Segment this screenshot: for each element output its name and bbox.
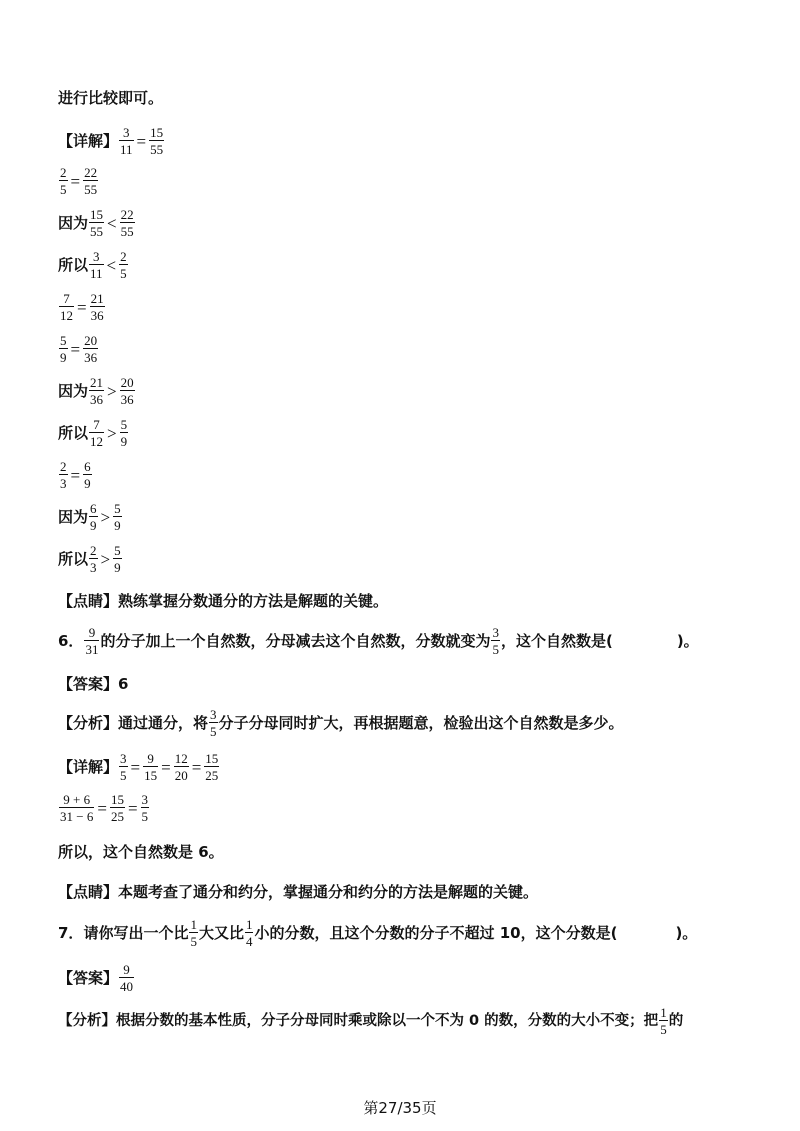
because-text: 因为 <box>58 213 89 232</box>
so-text: 所以 <box>58 549 89 568</box>
because-text: 因为 <box>58 507 89 526</box>
question-text: )。 <box>675 923 698 942</box>
fraction-5-9: $\frac{5}{9}$ <box>120 417 128 449</box>
fraction-7-12: $\frac{7}{12}$ <box>60 291 73 323</box>
fraction-9-15: $\frac{9}{15}$ <box>144 751 158 783</box>
analysis-line-6 <box>58 708 624 738</box>
equals-sign: = <box>136 131 147 151</box>
line-compare-note <box>58 91 163 106</box>
detail-line-3 <box>58 292 106 322</box>
fraction-9plus6-31minus6: $\frac{9 + 6}{31 - 6}$ <box>60 792 94 824</box>
dianjing-text: 熟练掌握分数通分的方法是解题的关键。 <box>118 592 389 610</box>
page-number: 第27/35页 <box>363 1099 437 1117</box>
detail-line-6 <box>58 752 220 782</box>
dianjing-line-1 <box>58 594 388 609</box>
equals-sign: = <box>70 171 81 191</box>
fraction-3-11: $\frac{3}{11}$ <box>90 249 103 281</box>
greater-than-sign: > <box>107 381 117 401</box>
fraction-5-9: $\frac{5}{9}$ <box>60 333 67 365</box>
question-text: ，这个自然数是( <box>500 631 613 650</box>
fraction-21-36: $\frac{21}{36}$ <box>90 375 104 407</box>
fraction-15-25: $\frac{15}{25}$ <box>205 751 219 783</box>
fraction-3-11: $\frac{3}{11}$ <box>120 125 133 157</box>
fraction-15-55: $\frac{15}{55}$ <box>90 207 104 239</box>
equals-sign: = <box>70 339 81 359</box>
greater-than-sign: > <box>107 423 117 443</box>
dianjing-tag: 【点睛】 <box>58 883 119 901</box>
fraction-6-9: $\frac{6}{9}$ <box>84 459 91 491</box>
greater-than-sign: > <box>100 549 111 569</box>
fraction-3-5: $\frac{3}{5}$ <box>492 625 499 657</box>
analysis-text: 根据分数的基本性质，分子分母同时乘或除以一个不为 0 的数，分数的大小不变；把 <box>116 1012 659 1029</box>
answer-line-6 <box>58 677 128 692</box>
so-line-2 <box>58 418 129 448</box>
answer-tag: 【答案】 <box>58 675 119 693</box>
dianjing-line-2 <box>58 885 538 900</box>
fraction-22-55: $\frac{22}{55}$ <box>84 165 98 197</box>
fraction-15-25: $\frac{15}{25}$ <box>110 792 124 824</box>
detail-tag: 【详解】 <box>58 131 119 150</box>
fraction-21-36: $\frac{21}{36}$ <box>90 291 104 323</box>
equals-sign: = <box>161 757 171 777</box>
fraction-3-5: $\frac{3}{5}$ <box>210 707 217 739</box>
so-line-1 <box>58 250 129 280</box>
question-number: 6． <box>58 631 84 650</box>
fraction-20-36: $\frac{20}{36}$ <box>84 333 98 365</box>
analysis-line-7 <box>58 1006 683 1036</box>
so-line-3 <box>58 544 123 574</box>
fraction-22-55: $\frac{22}{55}$ <box>120 207 134 239</box>
text: 进行比较即可。 <box>58 89 164 107</box>
fraction-7-12: $\frac{7}{12}$ <box>90 417 104 449</box>
detail-line-2 <box>58 166 99 196</box>
so-text: 所以，这个自然数是 6。 <box>58 843 224 861</box>
analysis-tag: 【分析】 <box>58 1012 116 1029</box>
fraction-9-40: $\frac{9}{40}$ <box>120 962 134 994</box>
greater-than-sign: > <box>100 507 111 527</box>
question-text: 的分子加上一个自然数，分母减去这个自然数，分数就变为 <box>100 631 491 650</box>
fraction-2-3: $\frac{2}{3}$ <box>60 459 67 491</box>
less-than-sign: < <box>106 255 117 275</box>
question-text: 小的分数，且这个分数的分子不超过 10，这个分数是( <box>254 923 618 942</box>
detail-line-4 <box>58 334 99 364</box>
equals-sign: = <box>70 465 81 485</box>
less-than-sign: < <box>107 213 117 233</box>
question-7 <box>58 918 697 948</box>
detail-line-1 <box>58 126 165 156</box>
answer-line-7 <box>58 963 135 993</box>
so-line-6 <box>58 845 224 860</box>
fraction-5-9: $\frac{5}{9}$ <box>114 501 121 533</box>
analysis-text: 分子分母同时扩大，再根据题意，检验出这个自然数是多少。 <box>218 713 624 732</box>
fraction-1-5: $\frac{1}{5}$ <box>660 1005 667 1037</box>
equals-sign: = <box>97 798 107 818</box>
fraction-3-5: $\frac{3}{5}$ <box>141 792 149 824</box>
so-text: 所以 <box>58 423 89 442</box>
question-number: 7． <box>58 923 84 942</box>
fraction-2-5: $\frac{2}{5}$ <box>60 165 67 197</box>
so-text: 所以 <box>58 255 89 274</box>
analysis-text: 的 <box>668 1012 684 1029</box>
fraction-9-31: $\frac{9}{31}$ <box>85 625 99 657</box>
fraction-1-5: $\frac{1}{5}$ <box>190 917 197 949</box>
question-text: 大又比 <box>198 923 244 942</box>
fraction-2-3: $\frac{2}{3}$ <box>90 543 97 575</box>
because-line-2 <box>58 376 136 406</box>
fraction-2-5: $\frac{2}{5}$ <box>120 249 127 281</box>
question-6 <box>58 626 699 656</box>
because-text: 因为 <box>58 381 89 400</box>
fraction-20-36: $\frac{20}{36}$ <box>120 375 134 407</box>
equals-sign: = <box>127 798 138 818</box>
analysis-text: 通过通分，将 <box>118 713 209 732</box>
equals-sign: = <box>77 297 87 317</box>
answer-tag: 【答案】 <box>58 968 119 987</box>
fraction-12-20: $\frac{12}{20}$ <box>174 751 188 783</box>
because-line-1 <box>58 208 136 238</box>
dianjing-text: 本题考查了通分和约分，掌握通分和约分的方法是解题的关键。 <box>118 883 539 901</box>
analysis-tag: 【分析】 <box>58 713 119 732</box>
fraction-1-4: $\frac{1}{4}$ <box>245 917 253 949</box>
detail-line-7 <box>58 793 150 823</box>
fraction-5-9: $\frac{5}{9}$ <box>114 543 121 575</box>
detail-line-5 <box>58 460 93 490</box>
question-text: )。 <box>676 631 699 650</box>
dianjing-tag: 【点睛】 <box>58 592 119 610</box>
question-text: 请你写出一个比 <box>83 923 189 942</box>
answer-value: 6 <box>118 675 129 693</box>
fraction-6-9: $\frac{6}{9}$ <box>90 501 97 533</box>
because-line-3 <box>58 502 123 532</box>
fraction-3-5: $\frac{3}{5}$ <box>120 751 127 783</box>
equals-sign: = <box>191 757 202 777</box>
detail-tag: 【详解】 <box>58 757 119 776</box>
fraction-15-55: $\frac{15}{55}$ <box>150 125 164 157</box>
equals-sign: = <box>130 757 141 777</box>
